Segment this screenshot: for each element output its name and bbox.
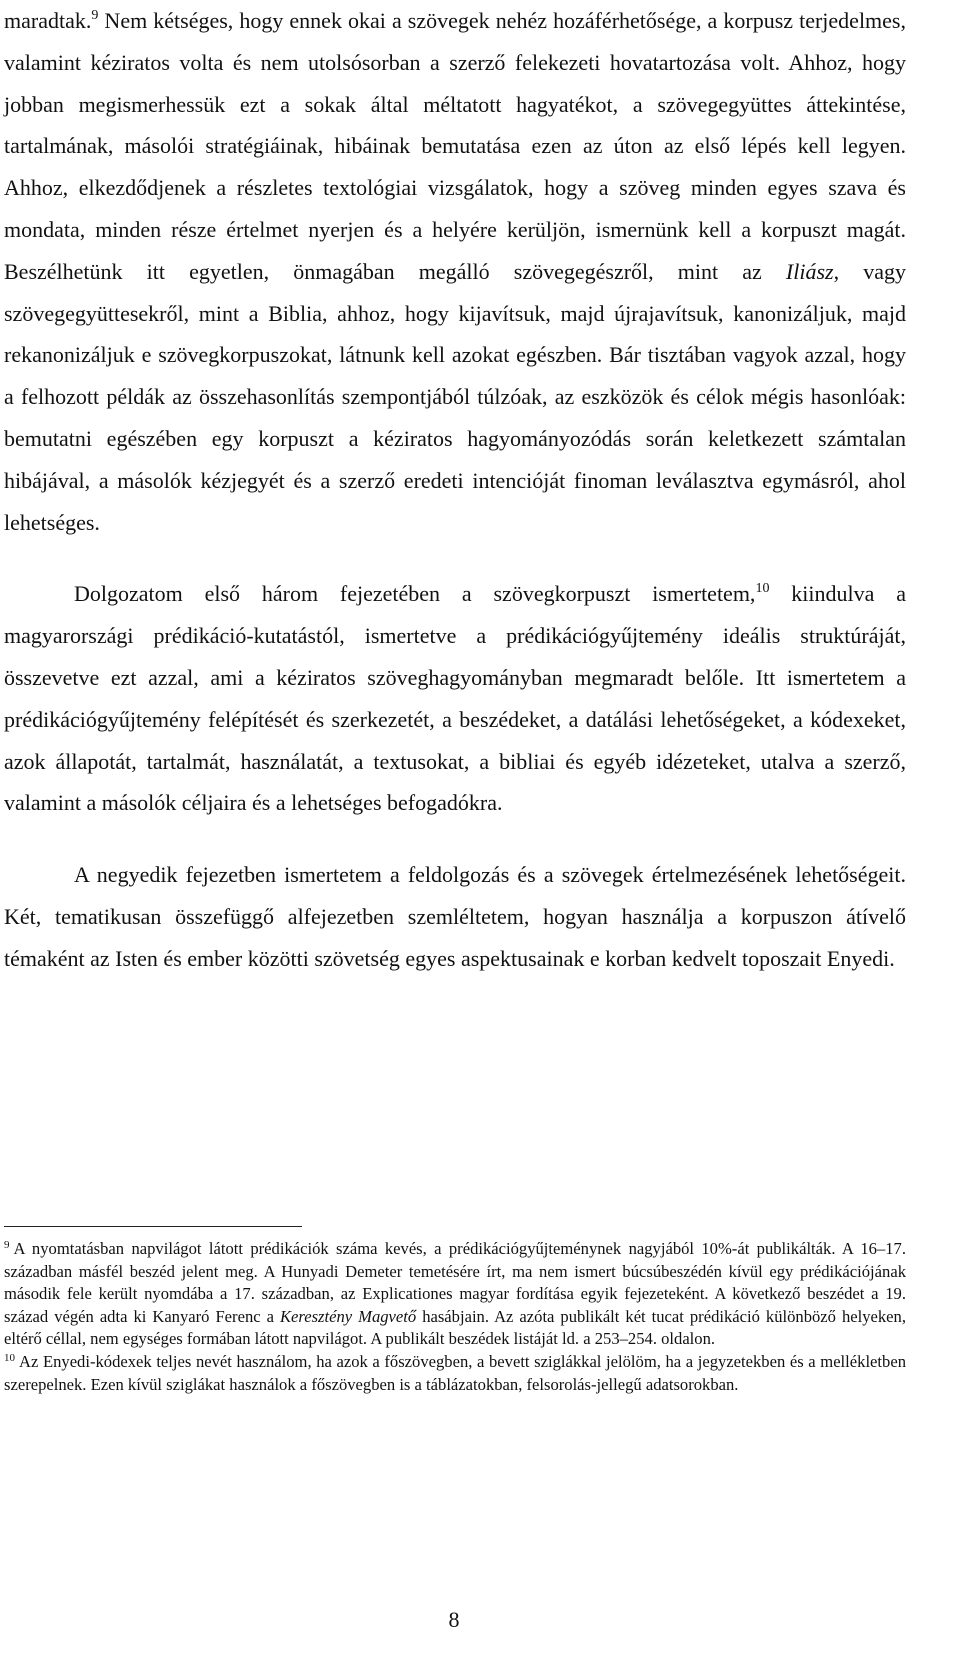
paragraph-3-text: A negyedik fejezetben ismertetem a feldolgozás és a szövegek értelmezésének lehetőségeit. Két, tematikusan összefüggő alfejezetben szemléltetem, hogyan használja a korpuszon átívelő témaként az Isten és ember közötti szövetség egyes aspektusainak e korban kedvelt toposzait Enyedi. [4, 862, 906, 971]
footnote-9 [4, 1238, 906, 1351]
paragraph-2-text-end: kiindulva a magyarországi prédikáció-kutatástól, ismertetve a prédikációgyűjtemény ideális struktúráját, összevetve ezt azzal, ami a kéziratos szöveghagyományban megmaradt belőle. Itt ismertetem a prédikációgyűjtemény felépítését és szerkezetét, a beszédeket, a datálási lehetőségeket, a kódexeket, azok állapotát, tartalmát, használatát, a textusokat, a bibliai és egyéb idézeteket, utalva a szerző, valamint a másolók céljaira és a lehetséges befogadókra. [4, 581, 906, 816]
footnote-10 [4, 1351, 906, 1396]
footnote-9-text-start: A nyomtatásban napvilágot látott prédikációk száma kevés, a prédikációgyűjteménynek nagyjából 10%-át publikálták. A 16–17. században másfél beszéd jelent meg. A Hunyadi Demeter temetésére írt, ma nem ismert búcsúbeszédén kívül egy prédikációjának második fele került nyomdába a 17. században, az Explicationes magyar fordítása egyik fejezeteként. A következő beszédet a 19. század végén adta ki Kanyaró Ferenc a [4, 1239, 906, 1326]
main-text [4, 0, 906, 980]
paragraph-1-text-end: , vagy szövegegyüttesekről, mint a Biblia, ahhoz, hogy kijavítsuk, majd újrajavítsuk, kanonizáljuk, majd rekanonizáljuk e szövegkorpuszokat, látnunk kell azokat egészben. Bár tisztában vagyok azzal, hogy a felhozott példák az összehasonlítás szempontjából túlzóak, az eszközök és célok mégis hasonlóak: bemutatni egészében egy korpuszt a kéziratos hagyományozódás során keletkezett számtalan hibájával, a másolók kézjegyét és a szerző eredeti intencióját finoman leválasztva egymásról, ahol lehetséges. [4, 258, 907, 535]
page-number: 8 [448, 1607, 460, 1632]
paragraph-3 [4, 854, 906, 979]
paragraph-1-text-start: maradtak. [4, 8, 92, 33]
footnote-10-text: Az Enyedi-kódexek teljes nevét használom, ha azok a főszövegben, a bevett sziglákkal jelölöm, ha a jegyzetekben és a mellékletben szerepelnek. Ezen kívül sziglákat használok a főszövegben is a táblázatokban, felsorolás-jellegű adatsorokban. [4, 1351, 906, 1394]
footnote-9-number: 9 [4, 1239, 10, 1251]
kereszteny-magveto-title: Keresztény Magvető [279, 1306, 417, 1326]
iliasz-title: Iliász [785, 258, 834, 284]
footnotes [4, 1238, 906, 1396]
paragraph-2 [4, 573, 906, 824]
footnote-10-number: 10 [4, 1351, 15, 1364]
paragraph-1-text-middle: Nem kétséges, hogy ennek okai a szövegek nehéz hozáférhetősége, a korpusz terjedelmes, valamint kéziratos volta és nem utolsósorban a szerző felekezeti hovatartozása volt. Ahhoz, hogy jobban megismerhessük ezt a sokak által méltatott hagyatékot, a szövegegyüttes áttekintése, tartalmának, másolói stratégiáinak, hibáinak bemutatása ezen az úton az első lépés kell legyen. Ahhoz, elkezdődjenek a részletes textológiai vizsgálatok, hogy a szöveg minden egyes szava és mondata, minden része értelmet nyerjen és a helyére kerüljön, ismernünk kell a korpuszt magát. Beszélhetünk itt egyetlen, önmagában megálló szövegegészről, mint az [4, 8, 906, 284]
footnote-ref-9[interactable]: 9 [91, 8, 99, 23]
paragraph-2-text-start: Dolgozatom első három fejezetében a szövegkorpuszt ismertetem, [74, 581, 756, 607]
footnote-separator [4, 1226, 302, 1227]
paragraph-1 [4, 0, 906, 543]
footnote-9-text-end: hasábjain. Az azóta publikált két tucat prédikáció különböző helyeken, eltérő céllal, nem egységes formában látott napvilágot. A publikált beszédek listáját ld. a 253–254. oldalon. [4, 1306, 906, 1349]
footnote-ref-10[interactable]: 10 [755, 581, 770, 597]
